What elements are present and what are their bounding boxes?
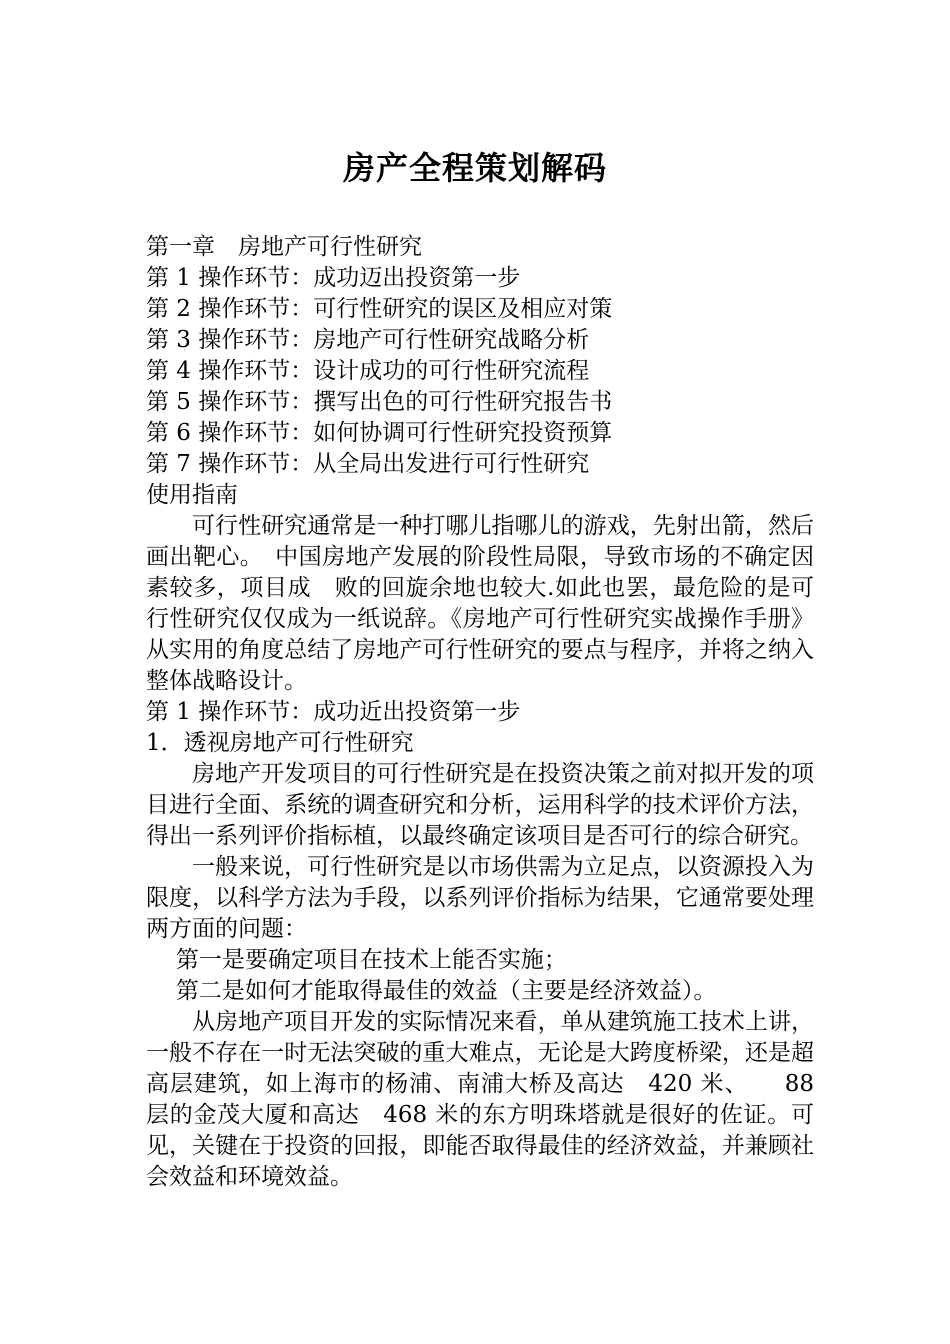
section-point-1: 第一是要确定项目在技术上能否实施； bbox=[175, 947, 567, 973]
guide-heading: 使用指南 bbox=[146, 482, 238, 508]
section-subheading: 1．透视房地产可行性研究 bbox=[146, 730, 414, 756]
toc-item-7: 第 7 操作环节：从全局出发进行可行性研究 bbox=[146, 451, 590, 477]
toc-item-1: 第 1 操作环节：成功迈出投资第一步 bbox=[146, 265, 521, 291]
section-heading: 第 1 操作环节：成功近出投资第一步 bbox=[146, 699, 521, 725]
toc-item-2: 第 2 操作环节：可行性研究的误区及相应对策 bbox=[146, 296, 613, 322]
document-body bbox=[146, 232, 814, 1193]
guide-paragraph: 可行性研究通常是一种打哪儿指哪儿的游戏，先射出箭，然后画出靶心。 中国房地产发展的阶段性局限，导致市场的不确定因素较多，项目成 败的回旋余地也较大.如此也罢，最危险的是可行性研究仅仅成为一纸说辞。《房地产可行性研究实战操作手册》从实用的角度总结了房地产可行性研究的要点与程序，并将之纳入整体战略设计。 bbox=[146, 513, 814, 694]
section-paragraph-3: 从房地产项目开发的实际情况来看，单从建筑施工技术上讲，一般不存在一时无法突破的重大难点，无论是大跨度桥梁，还是超高层建筑，如上海市的杨浦、南浦大桥及高达 420 米、 88 层的金茂大厦和高达 468 米的东方明珠塔就是很好的佐证。可见，关键在于投资的回报，即能否取得最佳的经济效益，并兼顾社会效益和环境效益。 bbox=[146, 1009, 814, 1190]
section-paragraph-1: 房地产开发项目的可行性研究是在投资决策之前对拟开发的项目进行全面、系统的调查研究和分析，运用科学的技术评价方法，得出一系列评价指标植，以最终确定该项目是否可行的综合研究。 bbox=[146, 761, 814, 849]
chapter-heading: 第一章 房地产可行性研究 bbox=[146, 234, 422, 260]
document-title: 房产全程策划解码 bbox=[342, 149, 607, 187]
section-paragraph-2: 一般来说，可行性研究是以市场供需为立足点，以资源投入为限度，以科学方法为手段，以系列评价指标为结果，它通常要处理两方面的问题： bbox=[146, 854, 814, 942]
toc-item-4: 第 4 操作环节：设计成功的可行性研究流程 bbox=[146, 358, 590, 384]
section-point-2: 第二是如何才能取得最佳的效益（主要是经济效益）。 bbox=[175, 978, 717, 1004]
toc-item-5: 第 5 操作环节：撰写出色的可行性研究报告书 bbox=[146, 389, 613, 415]
toc-item-6: 第 6 操作环节：如何协调可行性研究投资预算 bbox=[146, 420, 613, 446]
toc-item-3: 第 3 操作环节：房地产可行性研究战略分析 bbox=[146, 327, 590, 353]
